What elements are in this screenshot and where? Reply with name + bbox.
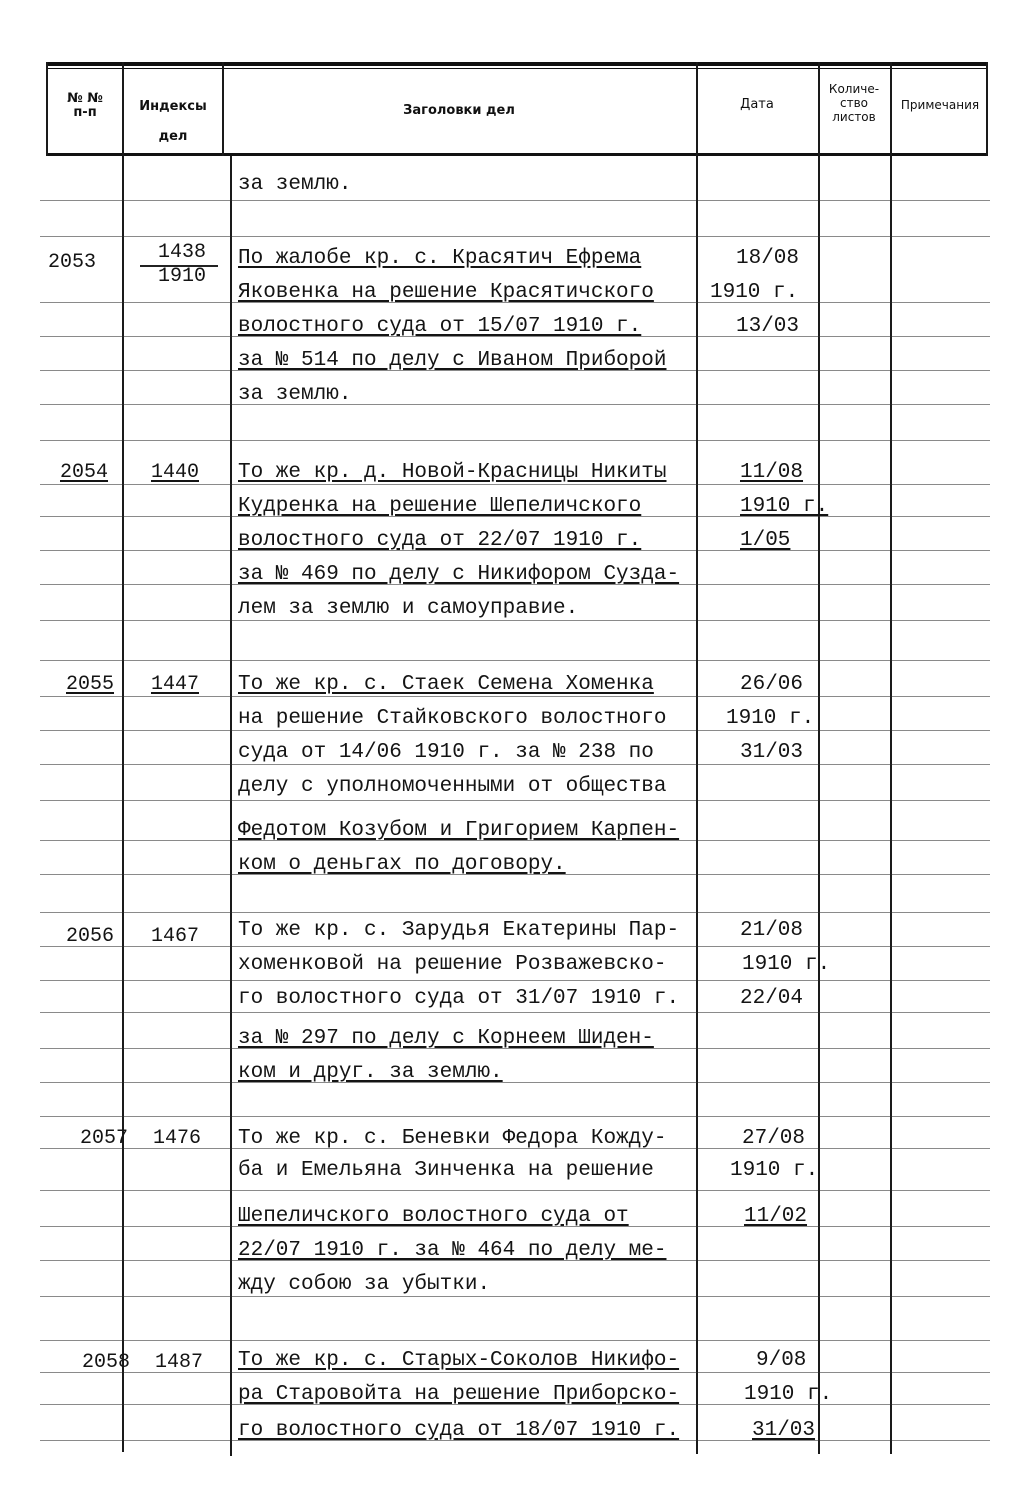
ledger-row-line — [40, 1012, 990, 1013]
column-line — [986, 62, 988, 156]
header-bottom-rule — [46, 153, 988, 156]
column-line — [122, 62, 124, 1452]
record-title-line: Шепеличского волостного суда от — [238, 1205, 629, 1228]
record-title-line: за № 297 по делу с Корнеем Шиден- — [238, 1027, 654, 1050]
record-title-line: волостного суда от 15/07 1910 г. — [238, 315, 642, 338]
record-date-line: 31/03 — [740, 741, 804, 764]
record-title-line: То же кр. д. Новой-Красницы Никиты — [238, 461, 667, 484]
record-date-line: 1910 г. — [710, 281, 799, 304]
ledger-row-line — [40, 800, 990, 801]
header-top-rule-thin — [46, 68, 988, 69]
header-index: Индексы дел — [139, 99, 207, 144]
record-index-numerator: 1438 — [157, 241, 206, 264]
record-date-line: 26/06 — [740, 673, 804, 696]
record-title-line: Яковенка на решение Красятичского — [238, 281, 654, 304]
record-title-line: ба и Емельяна Зинченка на решение — [238, 1159, 654, 1182]
header-num: № № п-п — [67, 91, 103, 120]
column-line — [222, 62, 224, 156]
record-title-line: лем за землю и самоуправие. — [238, 597, 579, 620]
ledger-row-line — [40, 1116, 990, 1117]
column-line — [46, 62, 48, 156]
ledger-row-line — [40, 1190, 990, 1191]
record-title-line: ком о деньгах по договору. — [238, 853, 566, 876]
record-index: 1440 — [150, 461, 199, 484]
record-index-denominator: 1910 — [157, 265, 206, 288]
record-title-line: хоменковой на решение Розважевско- — [238, 953, 667, 976]
continuation-text: за землю. — [238, 173, 352, 196]
record-title-line: на решение Стайковского волостного — [238, 707, 667, 730]
record-title-line: жду собою за убытки. — [238, 1273, 491, 1296]
record-number: 2053 — [48, 251, 97, 274]
record-number: 2058 — [82, 1351, 131, 1374]
ledger-row-line — [40, 236, 990, 237]
record-date-line: 31/03 — [752, 1419, 816, 1442]
header-title: Заголовки дел — [403, 103, 515, 118]
record-title-line: за № 514 по делу с Иваном Приборой — [238, 349, 667, 372]
ledger-row-line — [40, 1340, 990, 1341]
column-line — [890, 62, 892, 1454]
record-title-line: Кудренка на решение Шепеличского — [238, 495, 642, 518]
column-line — [230, 156, 232, 1456]
record-index: 1467 — [150, 925, 199, 948]
record-date-line: 11/08 — [740, 461, 804, 484]
record-title-line: го волостного суда от 31/07 1910 г. — [238, 987, 680, 1010]
ledger-row-line — [40, 1296, 990, 1297]
record-title-line: за землю. — [238, 383, 352, 406]
record-date-line: 1910 г. — [726, 707, 815, 730]
record-number: 2057 — [80, 1127, 129, 1150]
header-notes: Примечания — [900, 98, 980, 112]
ledger-row-line — [40, 980, 990, 981]
record-title-line: ра Старовойта на решение Приборско- — [238, 1383, 680, 1406]
header-date: Дата — [740, 97, 774, 112]
record-date-line: 27/08 — [742, 1127, 806, 1150]
ledger-row-line — [40, 912, 990, 913]
record-title-line: То же кр. с. Старых-Соколов Никифо- — [238, 1349, 680, 1372]
record-title-line: делу с уполномоченными от общества — [238, 775, 667, 798]
record-title-line: То же кр. с. Беневки Федора Кожду- — [238, 1127, 667, 1150]
record-date-line: 1/05 — [740, 529, 791, 552]
record-index: 1447 — [150, 673, 199, 696]
header-top-rule — [46, 62, 988, 66]
ledger-row-line — [40, 404, 990, 405]
record-index: 1487 — [154, 1351, 203, 1374]
record-title-line: волостного суда от 22/07 1910 г. — [238, 529, 642, 552]
record-date-line: 22/04 — [740, 987, 804, 1010]
ledger-row-line — [40, 660, 990, 661]
record-date-line: 21/08 — [740, 919, 804, 942]
header-sheets: Количе- ство листов — [828, 82, 880, 124]
record-date-line: 1910 г. — [744, 1383, 833, 1406]
record-date-line: 18/08 — [736, 247, 800, 270]
record-title-line: То же кр. с. Стаек Семена Хоменка — [238, 673, 654, 696]
column-line — [696, 62, 698, 1454]
record-number: 2055 — [66, 673, 115, 696]
record-date-line: 1910 г. — [740, 495, 829, 518]
record-title-line: ком и друг. за землю. — [238, 1061, 503, 1084]
record-title-line: То же кр. с. Зарудья Екатерины Пар- — [238, 919, 680, 942]
record-title-line: за № 469 по делу с Никифором Сузда- — [238, 563, 680, 586]
ledger-row-line — [40, 1082, 990, 1083]
record-title-line: Федотом Козубом и Григорием Карпен- — [238, 819, 680, 842]
record-title-line: суда от 14/06 1910 г. за № 238 по — [238, 741, 654, 764]
column-line — [818, 62, 820, 1454]
record-number: 2056 — [66, 925, 115, 948]
record-date-line: 1910 г. — [742, 953, 831, 976]
ledger-row-line — [40, 440, 990, 441]
record-title-line: го волостного суда от 18/07 1910 г. — [238, 1419, 680, 1442]
record-date-line: 11/02 — [744, 1205, 808, 1228]
ledger-row-line — [40, 200, 990, 201]
record-index: 1476 — [152, 1127, 201, 1150]
record-date-line: 13/03 — [736, 315, 800, 338]
record-date-line: 9/08 — [756, 1349, 807, 1372]
record-number: 2054 — [60, 461, 109, 484]
record-title-line: По жалобе кр. с. Красятич Ефрема — [238, 247, 642, 270]
record-title-line: 22/07 1910 г. за № 464 по делу ме- — [238, 1239, 667, 1262]
record-date-line: 1910 г. — [730, 1159, 819, 1182]
